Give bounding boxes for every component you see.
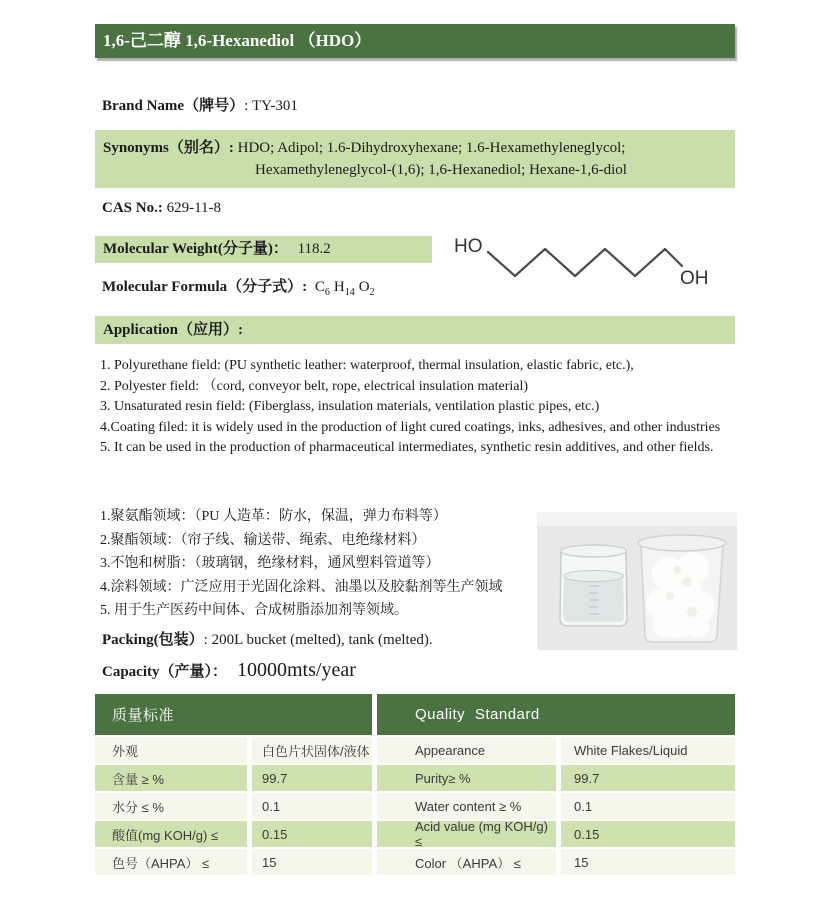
application-item-en: 5. It can be used in the production of pharmaceutical intermediates, synthetic resin additives, and other fields. — [100, 440, 714, 455]
application-item-cn: 5. 用于生产医药中间体、合成树脂添加剂等领域。 — [100, 603, 408, 618]
table-header-en: Quality Standard — [377, 694, 735, 735]
photo-highlight — [537, 512, 737, 526]
table-cell: 99.7 — [252, 765, 372, 791]
capacity-line — [102, 660, 356, 682]
table-cell: 水分 ≤ % — [95, 793, 247, 819]
flakes-beaker-graphic — [638, 535, 726, 642]
table-cell: Purity≥ % — [377, 765, 556, 791]
table-header-cn: 质量标准 — [95, 694, 372, 735]
packing-value: : 200L bucket (melted), tank (melted). — [203, 632, 433, 648]
molecular-formula-line — [102, 277, 375, 303]
application-item-cn: 1.聚氨酯领域：（PU 人造革：防水，保温，弹力布料等） — [100, 509, 447, 524]
table-cell: 0.15 — [561, 821, 735, 847]
application-header: Application（应用）: — [95, 316, 735, 344]
packing-line — [102, 630, 433, 650]
liquid-beaker-graphic — [560, 545, 627, 626]
molecular-weight-label: Molecular Weight(分子量)： — [103, 241, 288, 257]
table-cell: 白色片状固体/液体 — [252, 737, 372, 763]
product-photo — [537, 512, 737, 650]
table-cell: 酸值(mg KOH/g) ≤ — [95, 821, 247, 847]
structure-ho-label: HO — [454, 236, 483, 257]
table-cell: 色号（AHPA） ≤ — [95, 849, 247, 875]
table-cell: 外观 — [95, 737, 247, 763]
table-cell: Acid value (mg KOH/g) ≤ — [377, 821, 556, 847]
molecular-structure-diagram — [452, 226, 708, 292]
brand-name-label: Brand Name（牌号） — [102, 98, 245, 114]
capacity-label: Capacity（产量）： — [102, 664, 227, 680]
table-cell: 0.1 — [252, 793, 372, 819]
application-item-cn: 2.聚酯领域：（帘子线、输送带、绳索、电绝缘材料） — [100, 532, 426, 548]
application-list-cn — [100, 505, 570, 623]
cas-line — [102, 198, 221, 218]
capacity-value: 10000mts/year — [237, 659, 356, 681]
table-cell: Water content ≥ % — [377, 793, 556, 819]
application-item-en: 3. Unsaturated resin field: (Fiberglass, insulation materials, ventilation plastic pipes, etc.) — [100, 399, 600, 414]
application-item-en: 4.Coating filed: it is widely used in the production of light cured coatings, inks, adhesives, and other industries — [100, 419, 721, 435]
synonyms-label: Synonyms（别名）: — [103, 140, 234, 156]
application-item-en: 2. Polyester field: （cord, conveyor belt, rope, electrical insulation material) — [100, 378, 529, 394]
synonyms-line2: Hexamethyleneglycol-(1,6); 1,6-Hexanediol; Hexane-1,6-diol — [255, 162, 627, 178]
table-cell: 99.7 — [561, 765, 735, 791]
cas-value: 629-11-8 — [166, 200, 222, 216]
table-cell: 含量 ≥ % — [95, 765, 247, 791]
molecular-formula-value: $C_6$ $H_{14}$ $O_2$ — [314, 279, 375, 298]
quality-standard-table — [95, 694, 735, 875]
table-cell: Appearance — [377, 737, 556, 763]
table-cell: 0.1 — [561, 793, 735, 819]
table-cell: 0.15 — [252, 821, 372, 847]
brand-name-line — [102, 96, 298, 116]
application-item-cn: 3.不饱和树脂：（玻璃钢，绝缘材料，通风塑料管道等） — [100, 556, 440, 571]
application-item-en: 1. Polyurethane field: (PU synthetic leather: waterproof, thermal insulation, elastic fabric, etc.), — [100, 358, 634, 373]
synonyms-block — [95, 130, 735, 188]
molecular-weight-value: 118.2 — [297, 241, 331, 257]
table-cell: White Flakes/Liquid — [561, 737, 735, 763]
application-list-en — [100, 356, 736, 459]
carbon-chain-line — [488, 249, 682, 276]
synonyms-line1: HDO; Adipol; 1.6-Dihydroxyhexane; 1.6-Hexamethyleneglycol; — [237, 140, 626, 156]
molecular-formula-label: Molecular Formula（分子式）: — [102, 279, 308, 295]
table-cell: 15 — [252, 849, 372, 875]
application-item-cn: 4.涂料领域：广泛应用于光固化涂料、油墨以及胶黏剂等生产领域 — [100, 579, 503, 595]
table-cell: Color （AHPA） ≤ — [377, 849, 556, 875]
molecular-weight-block — [95, 236, 432, 263]
structure-oh-label: OH — [680, 268, 708, 289]
cas-label: CAS No.: — [102, 200, 163, 216]
packing-label: Packing(包装） — [102, 632, 204, 648]
table-cell: 15 — [561, 849, 735, 875]
brand-name-value: : TY-301 — [244, 98, 298, 114]
page-title: 1,6-己二醇 1,6-Hexanediol （HDO） — [95, 24, 735, 58]
